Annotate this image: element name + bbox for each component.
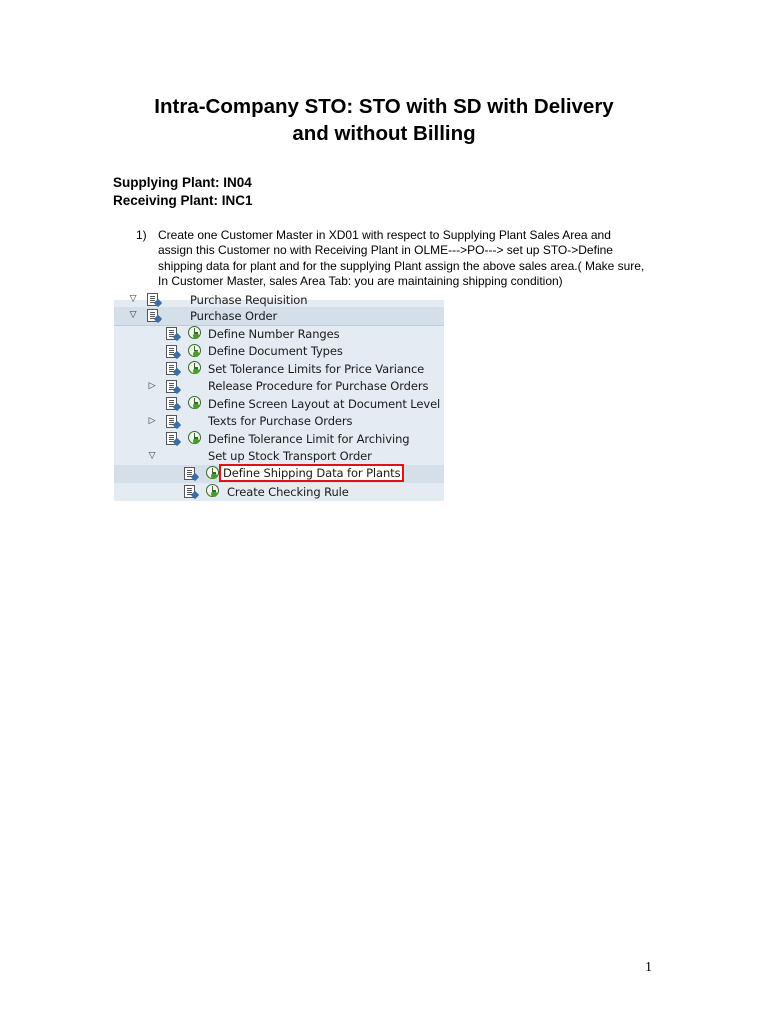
step-number: 1): [136, 228, 147, 242]
tree-label: Texts for Purchase Orders: [208, 414, 353, 428]
tree-row-set-tolerance-limits[interactable]: [114, 360, 444, 378]
title-line-1: Intra-Company STO: STO with SD with Delivery: [154, 95, 614, 118]
tree-row-release-procedure[interactable]: [114, 378, 444, 396]
tree-label: Set up Stock Transport Order: [208, 449, 372, 463]
clock-execute-icon[interactable]: [206, 484, 219, 497]
document-icon: [184, 485, 195, 498]
tree-row-purchase-order[interactable]: [114, 307, 444, 326]
tree-row-purchase-requisition[interactable]: [114, 291, 444, 309]
highlighted-tree-label[interactable]: Define Shipping Data for Plants: [219, 464, 404, 482]
tree-label: Define Screen Layout at Document Level: [208, 396, 441, 411]
expand-arrow-icon[interactable]: ▷: [148, 380, 156, 391]
document-icon: [166, 362, 177, 375]
tree-label: Purchase Requisition: [190, 292, 308, 307]
tree-row-create-checking-rule[interactable]: [114, 483, 444, 501]
tree-label: Create Checking Rule: [227, 484, 349, 499]
step-text: Create one Customer Master in XD01 with respect to Supplying Plant Sales Area and assign this Customer no with Receiving Plant in OLME--->PO---> set up STO->Define shipping data for plant and for the supplying Plant assign the above sales area.( Make sure, In Customer Master, sales Area Tab: you are maintaining shipping condition): [158, 228, 645, 288]
document-icon: [166, 415, 177, 428]
document-icon: [166, 380, 177, 393]
document-icon: [166, 345, 177, 358]
document-icon: [166, 327, 177, 340]
document-icon: [166, 432, 177, 445]
clock-execute-icon[interactable]: [188, 344, 201, 357]
tree-row-define-tolerance-archiving[interactable]: [114, 430, 444, 448]
clock-execute-icon[interactable]: [188, 326, 201, 339]
tree-row-define-document-types[interactable]: [114, 343, 444, 361]
collapse-arrow-icon[interactable]: ▽: [148, 450, 156, 461]
clock-execute-icon[interactable]: [188, 396, 201, 409]
clock-execute-icon[interactable]: [188, 431, 201, 444]
page-number: 1: [645, 960, 652, 975]
tree-label: Define Number Ranges: [208, 326, 340, 341]
clock-execute-icon[interactable]: [188, 361, 201, 374]
document-icon: [147, 309, 158, 322]
supplying-plant: Supplying Plant: IN04: [113, 175, 252, 190]
document-icon: [166, 397, 177, 410]
sap-customizing-tree: [114, 292, 444, 500]
collapse-arrow-icon[interactable]: ▽: [129, 294, 137, 304]
document-icon: [184, 467, 195, 480]
tree-label: Purchase Order: [190, 308, 278, 323]
page-title: [80, 93, 688, 147]
document-icon: [147, 293, 158, 306]
tree-label: Define Document Types: [208, 344, 343, 358]
tree-label: Release Procedure for Purchase Orders: [208, 379, 429, 393]
tree-row-define-screen-layout[interactable]: [114, 395, 444, 413]
clock-execute-icon[interactable]: [206, 466, 219, 479]
collapse-arrow-icon[interactable]: ▽: [129, 310, 137, 320]
tree-row-define-shipping-data[interactable]: [114, 465, 444, 484]
tree-row-texts-for-purchase-orders[interactable]: [114, 413, 444, 431]
receiving-plant: Receiving Plant: INC1: [113, 193, 253, 208]
title-line-2: and without Billing: [292, 122, 476, 145]
tree-label: Define Tolerance Limit for Archiving: [208, 431, 410, 446]
tree-label: Set Tolerance Limits for Price Variance: [208, 361, 425, 376]
plant-info: [113, 174, 253, 210]
tree-row-define-number-ranges[interactable]: [114, 325, 444, 343]
expand-arrow-icon[interactable]: ▷: [148, 415, 156, 426]
tree-row-set-up-sto[interactable]: [114, 448, 444, 466]
